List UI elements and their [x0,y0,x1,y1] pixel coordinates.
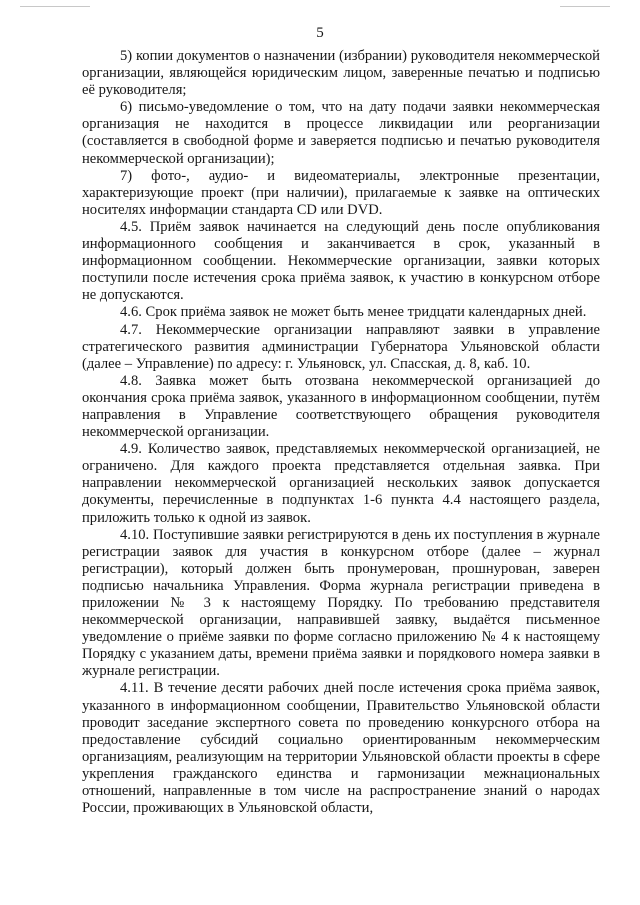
scan-edge-mark [560,6,610,7]
paragraph-4-6: 4.6. Срок приёма заявок не может быть менее тридцати календарных дней. [120,304,587,321]
paragraph-4-9: 4.9. Количество заявок, представляемых некоммерческой организацией, не ограничено. Для каждого проекта представляется отдельная заявка. При направлении некоммерческой организацией нескольких заявок допускается документы, перечисленные в подпунктах 1-6 пункта 4.4 настоящего раздела, приложить только к одной из заявок. [82,441,600,526]
paragraph-4-11: 4.11. В течение десяти рабочих дней после истечения срока приёма заявок, указанного в информационном сообщении, Правительство Ульяновской области проводит заседание экспертного совета по проведению конкурсного отбора на предоставление субсидий социально ориентированным некоммерческим организациям, реализующим на территории Ульяновской области проекты в сфере укрепления гражданского единства и гармонизации межнациональных отношений, направленные в том числе на распространение знаний о народах России, проживающих в Ульяновской области, [82,680,600,817]
paragraph-4-10: 4.10. Поступившие заявки регистрируются в день их поступления в журнале регистрации заявок для участия в конкурсном отборе (далее – журнал регистрации), который должен быть пронумерован, прошнурован, заверен подписью начальника Управления. Форма журнала регистрации приведена в приложении № 3 к настоящему Порядку. По требованию представителя некоммерческой организации, направившей заявку, выдаётся письменное уведомление о приёме заявки по форме согласно приложению № 4 к настоящему Порядку с указанием даты, времени приёма заявки и порядкового номера заявки в журнале регистрации. [82,526,600,680]
scan-edge-mark [20,6,90,7]
document-body [82,48,600,817]
paragraph-4-8: 4.8. Заявка может быть отозвана некоммерческой организацией до окончания срока приёма заявок, указанного в информационном сообщении, путём направления в Управление соответствующего обращения руководителя некоммерческой организации. [82,372,600,441]
paragraph-4-5: 4.5. Приём заявок начинается на следующий день после опубликования информационного сообщения и заканчивается в срок, указанный в информационном сообщении. Некоммерческие организации, заявки которых поступили после истечения срока приёма заявок, к участию в конкурсном отборе не допускаются. [82,218,600,304]
paragraph-item-5: 5) копии документов о назначении (избрании) руководителя некоммерческой организации, являющейся юридическим лицом, заверенные печатью и подписью её руководителя; [82,48,600,99]
page-number: 5 [316,25,324,41]
paragraph-item-6: 6) письмо-уведомление о том, что на дату подачи заявки некоммерческая организация не находится в процессе ликвидации или реорганизации (составляется в свободной форме и заверяется подписью и печатью руководителя некоммерческой организации); [82,99,600,167]
paragraph-item-7: 7) фото-, аудио- и видеоматериалы, электронные презентации, характеризующие проект (при наличии), прилагаемые к заявке на оптических носителях информации стандарта CD или DVD. [82,167,600,218]
paragraph-4-7: 4.7. Некоммерческие организации направляют заявки в управление стратегического развития администрации Губернатора Ульяновской области (далее – Управление) по адресу: г. Ульяновск, ул. Спасская, д. 8, каб. 10. [82,321,600,372]
